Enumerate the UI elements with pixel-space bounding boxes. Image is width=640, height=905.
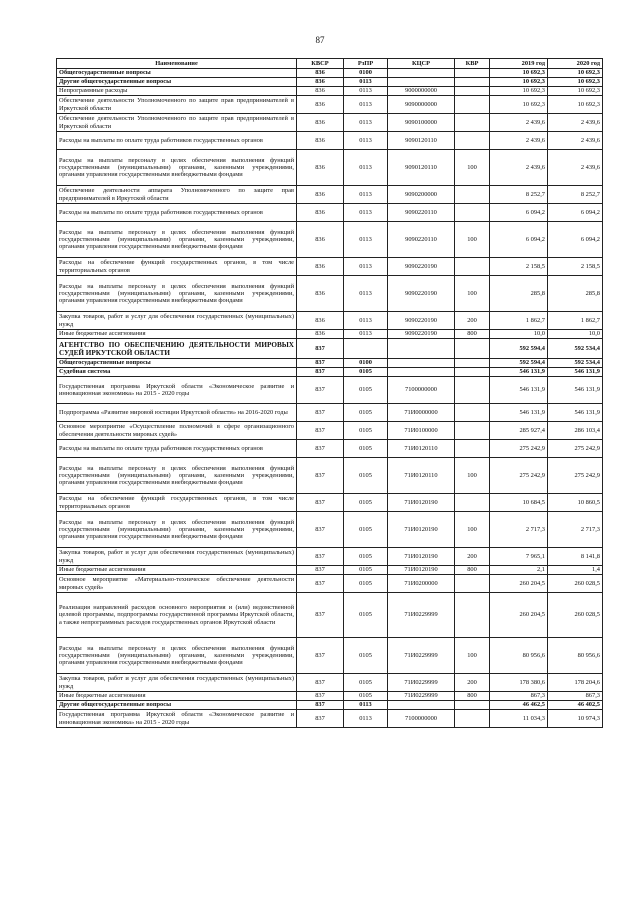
cell-2020: 10,0 [548,330,603,339]
cell-kvsr: 837 [297,404,344,422]
cell-name: Расходы на выплаты персоналу в целях обеспечения выполнения функций государственными (муниципальными) органами, казенными учреждениями, органами управления государственными внебюджетными фондами [57,222,297,258]
cell-kvsr: 836 [297,276,344,312]
cell-kcsr: 71И0120190 [388,512,455,548]
cell-rzpr: 0105 [344,368,388,377]
cell-kcsr: 9090120110 [388,132,455,150]
cell-name: Расходы на обеспечение функций государственных органов, в том числе территориальных органов [57,494,297,512]
cell-rzpr: 0113 [344,701,388,710]
cell-kvsr: 836 [297,150,344,186]
cell-2019: 546 131,9 [490,368,548,377]
cell-kcsr: 71И0229999 [388,593,455,638]
table-row [57,330,603,339]
cell-kcsr: 71И0229999 [388,638,455,674]
cell-kvsr: 836 [297,78,344,87]
cell-kvr: 200 [455,548,490,566]
cell-rzpr: 0105 [344,638,388,674]
cell-kvr [455,377,490,404]
cell-kvsr: 836 [297,222,344,258]
cell-kvr [455,78,490,87]
cell-rzpr: 0113 [344,276,388,312]
cell-name: Судебная система [57,368,297,377]
cell-name: Закупка товаров, работ и услуг для обеспечения государственных (муниципальных) нужд [57,548,297,566]
cell-2019: 10 692,3 [490,96,548,114]
cell-rzpr: 0113 [344,222,388,258]
cell-name: Иные бюджетные ассигнования [57,330,297,339]
table-row [57,312,603,330]
cell-rzpr: 0105 [344,377,388,404]
cell-2019: 6 094,2 [490,222,548,258]
cell-kvr [455,339,490,359]
cell-kvr [455,87,490,96]
cell-kcsr: 7100000000 [388,710,455,728]
table-row [57,422,603,440]
table-row [57,638,603,674]
table-row [57,222,603,258]
table-row [57,593,603,638]
cell-kvr [455,440,490,458]
cell-2020: 2 439,6 [548,132,603,150]
cell-rzpr: 0113 [344,114,388,132]
cell-rzpr: 0105 [344,494,388,512]
cell-kcsr: 71И0120190 [388,494,455,512]
cell-2020: 6 094,2 [548,204,603,222]
cell-rzpr: 0100 [344,69,388,78]
cell-2019: 546 131,9 [490,377,548,404]
cell-kcsr: 9090100000 [388,114,455,132]
cell-2020: 10 692,3 [548,69,603,78]
cell-2019: 275 242,9 [490,440,548,458]
cell-kcsr [388,701,455,710]
cell-kvsr: 836 [297,114,344,132]
table-row [57,458,603,494]
cell-kvsr: 836 [297,312,344,330]
cell-kcsr: 71И0120190 [388,548,455,566]
cell-kvr: 200 [455,674,490,692]
cell-kvr [455,69,490,78]
cell-2020: 286 103,4 [548,422,603,440]
cell-2019: 1 862,7 [490,312,548,330]
cell-2019: 867,3 [490,692,548,701]
cell-kvsr: 836 [297,87,344,96]
cell-2020: 10 860,5 [548,494,603,512]
cell-kvsr: 837 [297,368,344,377]
cell-kvr: 100 [455,512,490,548]
cell-kvr [455,368,490,377]
cell-rzpr: 0105 [344,440,388,458]
table-body [57,69,603,728]
cell-name: Расходы на выплаты персоналу в целях обеспечения выполнения функций государственными (муниципальными) органами, казенными учреждениями, органами управления государственными внебюджетными фондами [57,638,297,674]
cell-kvsr: 837 [297,548,344,566]
cell-kcsr [388,69,455,78]
cell-kvr [455,132,490,150]
cell-rzpr: 0105 [344,422,388,440]
cell-kvr [455,359,490,368]
cell-kvr [455,701,490,710]
cell-rzpr: 0105 [344,674,388,692]
cell-kvr: 100 [455,222,490,258]
cell-kvsr: 837 [297,701,344,710]
cell-rzpr: 0105 [344,404,388,422]
cell-2020: 546 131,9 [548,377,603,404]
cell-rzpr: 0105 [344,692,388,701]
cell-kvsr: 836 [297,204,344,222]
cell-2020: 2 439,6 [548,150,603,186]
column-header-2020: 2020 год [548,59,603,69]
cell-kvr [455,114,490,132]
table-row [57,368,603,377]
cell-2020: 275 242,9 [548,458,603,494]
cell-kvr [455,422,490,440]
cell-rzpr: 0113 [344,96,388,114]
cell-kvr [455,593,490,638]
table-row [57,132,603,150]
cell-kvsr: 837 [297,512,344,548]
cell-kcsr: 9090220190 [388,276,455,312]
cell-2019: 275 242,9 [490,458,548,494]
table-row [57,440,603,458]
cell-2020: 260 028,5 [548,575,603,593]
cell-2020: 1 862,7 [548,312,603,330]
cell-kvr [455,494,490,512]
cell-kvr [455,96,490,114]
cell-kvr [455,404,490,422]
cell-kvsr: 837 [297,566,344,575]
cell-name: Расходы на выплаты по оплате труда работников государственных органов [57,132,297,150]
cell-rzpr: 0113 [344,78,388,87]
cell-2019: 260 204,5 [490,575,548,593]
cell-name: Расходы на выплаты персоналу в целях обеспечения выполнения функций государственными (муниципальными) органами, казенными учреждениями, органами управления государственными внебюджетными фондами [57,150,297,186]
cell-2020: 178 204,6 [548,674,603,692]
cell-2019: 285 927,4 [490,422,548,440]
cell-kcsr: 9090200000 [388,186,455,204]
table-row [57,69,603,78]
table-row [57,575,603,593]
cell-kvsr: 837 [297,575,344,593]
table-row [57,359,603,368]
cell-kvsr: 837 [297,494,344,512]
table-row [57,114,603,132]
cell-name: Иные бюджетные ассигнования [57,566,297,575]
cell-name: Расходы на выплаты персоналу в целях обеспечения выполнения функций государственными (муниципальными) органами, казенными учреждениями, органами управления государственными внебюджетными фондами [57,276,297,312]
cell-name: Непрограммные расходы [57,87,297,96]
cell-kvsr: 837 [297,638,344,674]
cell-2019: 10 692,3 [490,69,548,78]
cell-rzpr: 0100 [344,359,388,368]
cell-rzpr: 0105 [344,548,388,566]
cell-kvr: 800 [455,566,490,575]
table-row [57,692,603,701]
cell-kcsr: 9090220190 [388,330,455,339]
cell-2019: 7 965,1 [490,548,548,566]
cell-kvr [455,204,490,222]
cell-kcsr [388,368,455,377]
cell-name: Расходы на обеспечение функций государственных органов, в том числе территориальных органов [57,258,297,276]
cell-name: Расходы на выплаты персоналу в целях обеспечения выполнения функций государственными (муниципальными) органами, казенными учреждениями, органами управления государственными внебюджетными фондами [57,458,297,494]
cell-2020: 10 692,3 [548,78,603,87]
cell-2020: 592 534,4 [548,339,603,359]
cell-2020: 285,8 [548,276,603,312]
cell-2019: 2,1 [490,566,548,575]
table-header-row [57,59,603,69]
cell-kvsr: 837 [297,377,344,404]
cell-name: АГЕНТСТВО ПО ОБЕСПЕЧЕНИЮ ДЕЯТЕЛЬНОСТИ МИРОВЫХ СУДЕЙ ИРКУТСКОЙ ОБЛАСТИ [57,339,297,359]
cell-rzpr: 0113 [344,312,388,330]
cell-kvsr: 837 [297,593,344,638]
cell-name: Реализация направлений расходов основного мероприятия и (или) ведомственной целевой программы, подпрограммы государственной программы Иркутской области, а также непрограммных расходов государственных органов Иркутской области [57,593,297,638]
cell-name: Общегосударственные вопросы [57,359,297,368]
cell-2019: 546 131,9 [490,404,548,422]
cell-kvr: 100 [455,458,490,494]
cell-2019: 10 692,3 [490,78,548,87]
cell-rzpr: 0105 [344,512,388,548]
cell-kvsr: 837 [297,339,344,359]
cell-2020: 8 141,8 [548,548,603,566]
cell-2020: 867,3 [548,692,603,701]
cell-2019: 592 594,4 [490,339,548,359]
page-number: 87 [315,35,325,45]
cell-kvr [455,575,490,593]
cell-kvr: 100 [455,276,490,312]
cell-kvsr: 836 [297,258,344,276]
cell-2020: 260 028,5 [548,593,603,638]
cell-rzpr: 0105 [344,566,388,575]
cell-rzpr: 0105 [344,458,388,494]
cell-kcsr: 71И0000000 [388,404,455,422]
cell-kvr [455,186,490,204]
cell-kvsr: 837 [297,674,344,692]
cell-2019: 2 717,3 [490,512,548,548]
table-row [57,186,603,204]
cell-2019: 285,8 [490,276,548,312]
cell-kcsr: 9090000000 [388,96,455,114]
table-row [57,87,603,96]
cell-kvr: 800 [455,692,490,701]
cell-2019: 260 204,5 [490,593,548,638]
table-row [57,377,603,404]
cell-name: Расходы на выплаты по оплате труда работников государственных органов [57,204,297,222]
cell-name: Закупка товаров, работ и услуг для обеспечения государственных (муниципальных) нужд [57,674,297,692]
table-row [57,512,603,548]
cell-2020: 10 692,3 [548,96,603,114]
cell-name: Обеспечение деятельности аппарата Уполномоченного по защите прав предпринимателей в Иркутской области [57,186,297,204]
cell-2019: 8 252,7 [490,186,548,204]
cell-kvsr: 836 [297,186,344,204]
cell-name: Государственная программа Иркутской области «Экономическое развитие и инновационная экономика» на 2015 - 2020 годы [57,710,297,728]
cell-2020: 10 692,3 [548,87,603,96]
cell-kvr [455,258,490,276]
cell-2020: 2 158,5 [548,258,603,276]
cell-name: Другие общегосударственные вопросы [57,78,297,87]
table-row [57,566,603,575]
table-row [57,548,603,566]
cell-2019: 10 692,3 [490,87,548,96]
cell-2020: 2 717,3 [548,512,603,548]
cell-2019: 592 594,4 [490,359,548,368]
cell-2020: 1,4 [548,566,603,575]
cell-kvsr: 836 [297,132,344,150]
table-row [57,404,603,422]
cell-name: Обеспечение деятельности Уполномоченного по защите прав предпринимателей в Иркутской области [57,96,297,114]
cell-kcsr: 9090220110 [388,222,455,258]
column-header-kcsr: КЦСР [388,59,455,69]
cell-kcsr: 9090220190 [388,258,455,276]
cell-kvsr: 836 [297,96,344,114]
cell-kvsr: 837 [297,422,344,440]
cell-name: Государственная программа Иркутской области «Экономическое развитие и инновационная экономика» на 2015 - 2020 годы [57,377,297,404]
column-header-rzpr: РзПР [344,59,388,69]
budget-table [56,58,603,728]
cell-2020: 10 974,3 [548,710,603,728]
cell-name: Расходы на выплаты по оплате труда работников государственных органов [57,440,297,458]
cell-kvsr: 837 [297,692,344,701]
column-header-name: Наименование [57,59,297,69]
cell-kcsr: 71И0120110 [388,458,455,494]
cell-name: Другие общегосударственные вопросы [57,701,297,710]
cell-rzpr: 0113 [344,150,388,186]
cell-name: Расходы на выплаты персоналу в целях обеспечения выполнения функций государственными (муниципальными) органами, казенными учреждениями, органами управления государственными внебюджетными фондами [57,512,297,548]
table-row [57,276,603,312]
cell-kvr: 100 [455,638,490,674]
cell-rzpr: 0113 [344,710,388,728]
cell-2020: 546 131,9 [548,368,603,377]
cell-2020: 275 242,9 [548,440,603,458]
cell-kvsr: 836 [297,330,344,339]
cell-rzpr: 0113 [344,186,388,204]
cell-kvr: 100 [455,150,490,186]
cell-kcsr [388,78,455,87]
table-row [57,204,603,222]
column-header-kvr: КВР [455,59,490,69]
cell-kcsr: 71И0120190 [388,566,455,575]
cell-kvr: 200 [455,312,490,330]
column-header-kvsr: КВСР [297,59,344,69]
table-row [57,494,603,512]
cell-2019: 10,0 [490,330,548,339]
cell-2019: 2 439,6 [490,132,548,150]
cell-name: Основное мероприятие «Осуществление полномочий в сфере организационного обеспечения деятельности мировых судей» [57,422,297,440]
table-row [57,258,603,276]
cell-kvsr: 837 [297,710,344,728]
table-row [57,710,603,728]
cell-kvsr: 837 [297,458,344,494]
cell-2019: 2 439,6 [490,114,548,132]
cell-2019: 46 462,5 [490,701,548,710]
cell-2020: 46 402,5 [548,701,603,710]
cell-kcsr: 71И0200000 [388,575,455,593]
cell-2019: 178 380,6 [490,674,548,692]
cell-rzpr: 0113 [344,330,388,339]
cell-name: Подпрограмма «Развитие мировой юстиции Иркутской области» на 2016-2020 годы [57,404,297,422]
cell-2019: 11 034,3 [490,710,548,728]
cell-2020: 546 131,9 [548,404,603,422]
cell-kcsr: 9090120110 [388,150,455,186]
cell-kvsr: 836 [297,69,344,78]
cell-kcsr: 7100000000 [388,377,455,404]
table-row [57,701,603,710]
cell-2020: 6 094,2 [548,222,603,258]
cell-kcsr: 9090220110 [388,204,455,222]
cell-name: Иные бюджетные ассигнования [57,692,297,701]
cell-rzpr: 0113 [344,87,388,96]
table-row [57,150,603,186]
cell-kcsr: 71И0229999 [388,692,455,701]
cell-2019: 2 158,5 [490,258,548,276]
cell-kcsr [388,359,455,368]
cell-rzpr: 0105 [344,593,388,638]
cell-rzpr: 0113 [344,204,388,222]
cell-name: Общегосударственные вопросы [57,69,297,78]
cell-kcsr: 9000000000 [388,87,455,96]
cell-2019: 80 956,6 [490,638,548,674]
cell-2020: 8 252,7 [548,186,603,204]
column-header-2019: 2019 год [490,59,548,69]
cell-rzpr: 0105 [344,575,388,593]
cell-2019: 6 094,2 [490,204,548,222]
cell-kcsr: 9090220190 [388,312,455,330]
cell-name: Основное мероприятие «Материально-техническое обеспечение деятельности мировых судей» [57,575,297,593]
cell-name: Закупка товаров, работ и услуг для обеспечения государственных (муниципальных) нужд [57,312,297,330]
table-row [57,78,603,87]
cell-kcsr: 71И0229999 [388,674,455,692]
cell-kcsr [388,339,455,359]
cell-2019: 10 684,5 [490,494,548,512]
cell-kvr: 800 [455,330,490,339]
cell-kvsr: 837 [297,440,344,458]
table-row [57,96,603,114]
cell-2020: 2 439,6 [548,114,603,132]
cell-2019: 2 439,6 [490,150,548,186]
cell-2020: 592 534,4 [548,359,603,368]
table-row [57,339,603,359]
cell-name: Обеспечение деятельности Уполномоченного по защите прав предпринимателей в Иркутской области [57,114,297,132]
cell-kvr [455,710,490,728]
cell-kvsr: 837 [297,359,344,368]
cell-2020: 80 956,6 [548,638,603,674]
cell-rzpr: 0113 [344,258,388,276]
cell-kcsr: 71И0120110 [388,440,455,458]
cell-kcsr: 71И0100000 [388,422,455,440]
cell-rzpr [344,339,388,359]
cell-rzpr: 0113 [344,132,388,150]
table-row [57,674,603,692]
